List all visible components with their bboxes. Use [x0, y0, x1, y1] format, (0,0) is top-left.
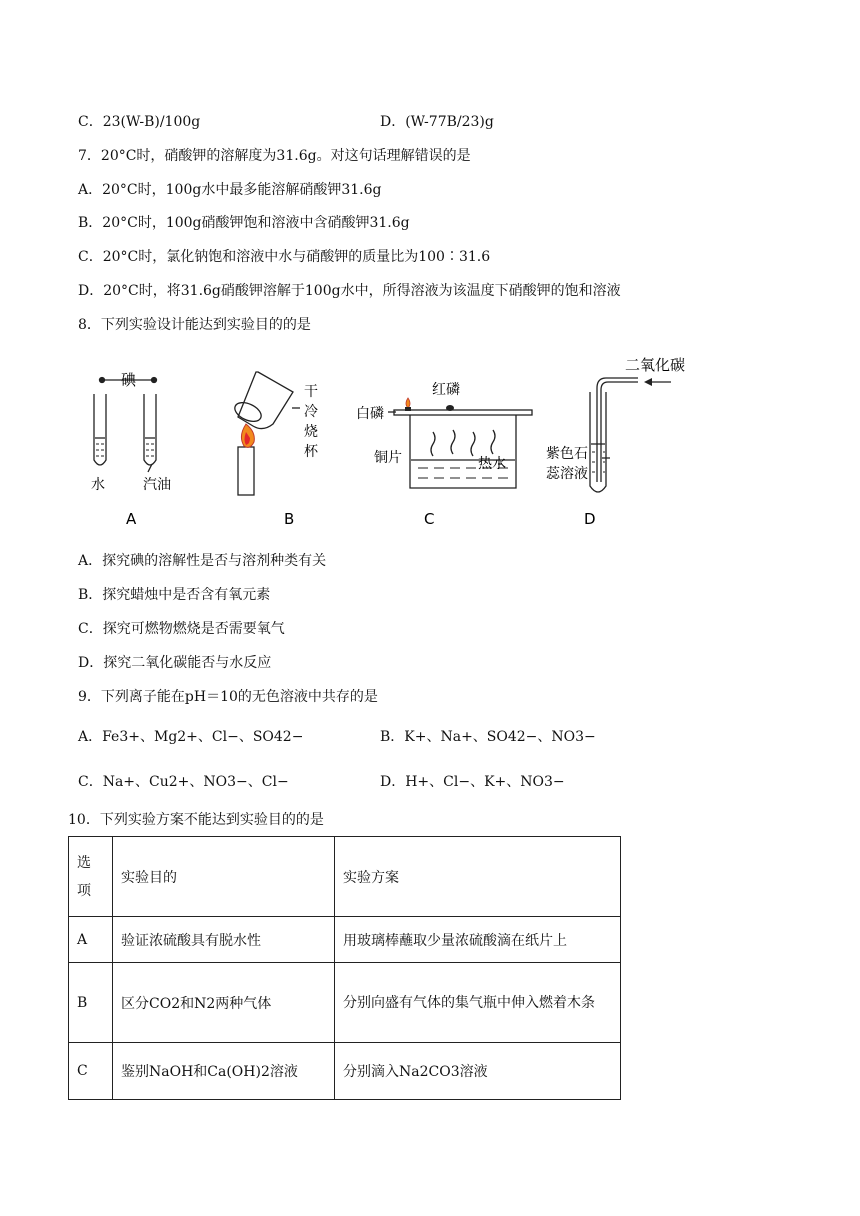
q7-stem: 7．20°C时，硝酸钾的溶解度为31.6g。对这句话理解错误的是 [78, 148, 471, 164]
row-b-option: B [69, 963, 113, 1043]
q6-option-c: C．23(W-B)/100g [78, 114, 201, 130]
table-row [69, 917, 621, 963]
q8-option-b: B．探究蜡烛中是否含有氧元素 [78, 587, 271, 603]
label-red-phosphorus: 红磷 [432, 382, 460, 398]
label-litmus-1: 紫色石 [546, 446, 588, 462]
row-a-option: A [69, 917, 113, 963]
table-row [69, 1043, 621, 1100]
apparatus-d [590, 378, 671, 492]
q9-stem: 9．下列离子能在pH＝10的无色溶液中共存的是 [78, 689, 378, 705]
q10-table [68, 836, 621, 1100]
label-c: C [424, 510, 435, 528]
row-a-purpose: 验证浓硫酸具有脱水性 [113, 917, 335, 963]
row-c-option: C [69, 1043, 113, 1100]
label-gasoline: 汽油 [143, 477, 171, 493]
svg-text:杯: 杯 [304, 444, 318, 460]
q8-option-a: A．探究碘的溶解性是否与溶剂种类有关 [78, 553, 327, 569]
svg-text:干: 干 [304, 384, 318, 400]
table-header-row [69, 837, 621, 917]
row-a-plan: 用玻璃棒蘸取少量浓硫酸滴在纸片上 [335, 917, 621, 963]
svg-text:烧: 烧 [304, 424, 318, 440]
apparatus-a [94, 378, 157, 473]
label-d: D [584, 510, 596, 528]
q10-stem: 10．下列实验方案不能达到实验目的的是 [68, 812, 324, 828]
label-water: 水 [91, 477, 105, 493]
label-copper-sheet: 铜片 [374, 450, 402, 466]
apparatus-c [388, 410, 532, 488]
row-c-plan: 分别滴入Na2CO3溶液 [335, 1043, 621, 1100]
header-plan: 实验方案 [335, 837, 621, 917]
q9-option-c: C．Na+、Cu2+、NO3−、Cl− [78, 774, 289, 790]
label-a: A [126, 510, 137, 528]
q7-option-b: B．20°C时，100g硝酸钾饱和溶液中含硝酸钾31.6g [78, 215, 410, 231]
q7-option-d: D．20°C时，将31.6g硝酸钾溶解于100g水中，所得溶液为该温度下硝酸钾的饱和溶液 [78, 283, 621, 299]
label-litmus-2: 蕊溶液 [546, 466, 588, 482]
q8-option-d: D．探究二氧化碳能否与水反应 [78, 655, 272, 671]
label-iodine: 碘 [121, 371, 137, 389]
label-hot-water: 热水 [478, 456, 506, 472]
table-row [69, 963, 621, 1043]
q6-option-d: D．(W-77B/23)g [380, 114, 494, 130]
label-b: B [284, 510, 295, 528]
row-b-purpose: 区分CO2和N2两种气体 [113, 963, 335, 1043]
row-c-purpose: 鉴别NaOH和Ca(OH)2溶液 [113, 1043, 335, 1100]
header-option: 选项 [69, 837, 113, 917]
q7-option-c: C．20°C时，氯化钠饱和溶液中水与硝酸钾的质量比为100∶31.6 [78, 249, 491, 265]
svg-text:冷: 冷 [304, 404, 318, 420]
q8-experiment-figure [78, 352, 718, 534]
label-co2: 二氧化碳 [625, 356, 686, 374]
q9-option-a: A．Fe3+、Mg2+、Cl−、SO42− [78, 729, 304, 745]
header-purpose: 实验目的 [113, 837, 335, 917]
row-b-plan: 分别向盛有气体的集气瓶中伸入燃着木条 [335, 963, 621, 1043]
q8-stem: 8．下列实验设计能达到实验目的的是 [78, 317, 311, 333]
q7-option-a: A．20°C时，100g水中最多能溶解硝酸钾31.6g [78, 182, 382, 198]
label-white-phosphorus: 白磷 [356, 406, 384, 422]
q9-option-d: D．H+、Cl−、K+、NO3− [380, 774, 565, 790]
q9-option-b: B．K+、Na+、SO42−、NO3− [380, 729, 596, 745]
beaker-label [304, 384, 319, 460]
q8-option-c: C．探究可燃物燃烧是否需要氧气 [78, 621, 285, 637]
